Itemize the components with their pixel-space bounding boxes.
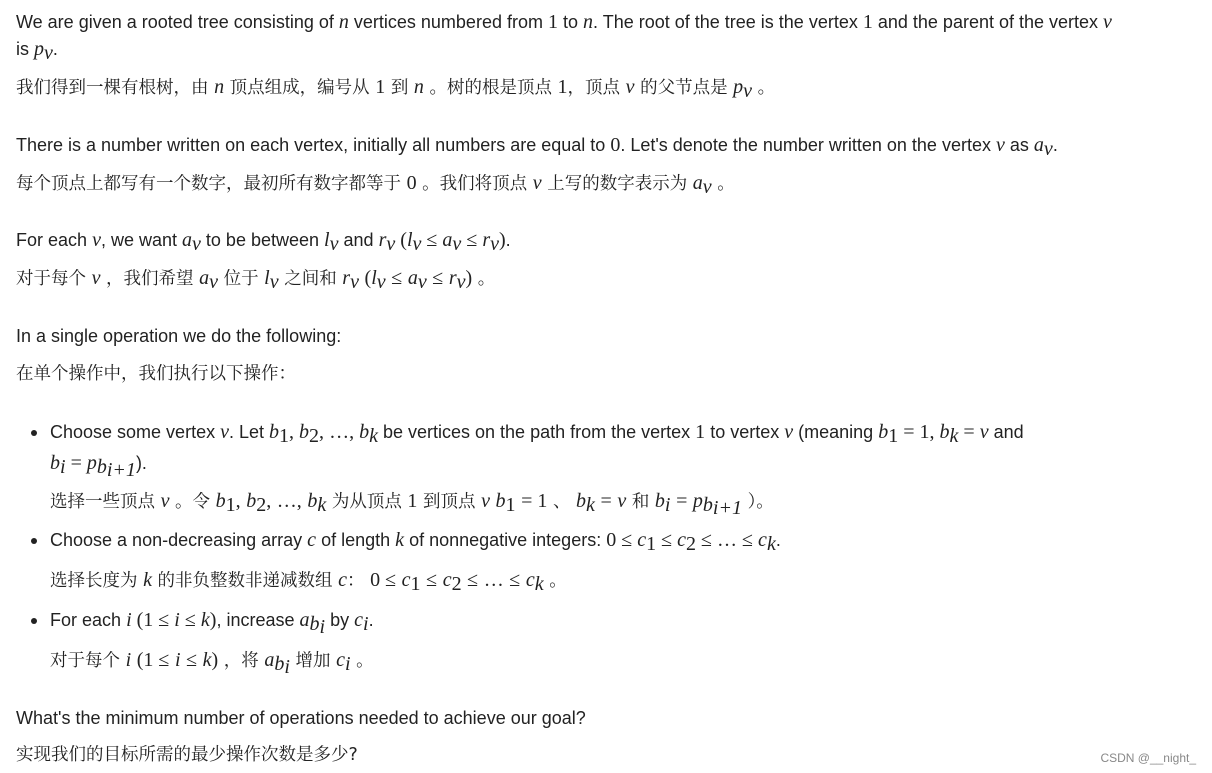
p3-en: For each v, we want $a_v$ to be between $l_v$ and $r_v$ $(l_v \le a_v \le r_v)$.	[16, 229, 511, 255]
p2-zh: 每个顶点上都写有一个数字，最初所有数字都等于 0 。我们将顶点 v 上写的数字表示为 $a_v$ 。	[16, 172, 735, 198]
p4-en: In a single operation we do the following:	[16, 326, 342, 346]
bullet1-en-line2: $b_i = p_{b_{i+1}}$).	[50, 452, 147, 481]
bullet-3	[31, 618, 37, 624]
bullet2-zh: 选择长度为 k 的非负整数非递减数组 c： $0 \le c_1 \le c_2$ ≤ … ≤ $c_k$ 。	[50, 569, 567, 595]
p1-en-cont: is $p_v$.	[16, 38, 58, 64]
bullet1-zh: 选择一些顶点 v 。令 $b_1$, $b_2$, …, $b_k$ 为从顶点 1 到顶点 v $b_1 = 1$ 、 $b_k = v$ 和 $b_i = p_{b_{i+1}}$ ）。	[50, 490, 774, 519]
p1-en: We are given a rooted tree consisting of n vertices numbered from 1 to n. The root of the tree is the vertex 1 and the parent of the vertex v	[16, 11, 1112, 33]
p1-zh: 我们得到一棵有根树，由 n 顶点组成，编号从 1 到 n 。树的根是顶点 1，顶点 v 的父节点是 $p_v$ 。	[16, 76, 776, 102]
bullet1-en-line1: Choose some vertex v. Let $b_1$, $b_2$, …, $b_k$ be vertices on the path from the vertex 1 to vertex v (meaning $b_1 = 1$, $b_k = v$ and	[50, 421, 1024, 447]
bullet2-en: Choose a non-decreasing array c of length k of nonnegative integers: $0 \le c_1 \le c_2$ ≤ … ≤ $c_k$.	[50, 529, 781, 555]
bullet3-zh: 对于每个 i (1 ≤ i ≤ k) ，将 $a_{b_i}$ 增加 $c_i$ 。	[50, 649, 374, 678]
bullet-2	[31, 538, 37, 544]
p2-en: There is a number written on each vertex, initially all numbers are equal to 0. Let's denote the number written on the vertex v as $a_v$.	[16, 134, 1058, 160]
watermark: CSDN @__night_	[1100, 751, 1196, 765]
bullet-1	[31, 430, 37, 436]
bullet3-en: For each i (1 ≤ i ≤ k), increase $a_{b_i}$ by $c_i$.	[50, 609, 374, 638]
p3-zh: 对于每个 v ，我们希望 $a_v$ 位于 $l_v$ 之间和 $r_v$ $(l_v \le a_v \le r_v)$ 。	[16, 267, 496, 293]
p5-en: What's the minimum number of operations needed to achieve our goal?	[16, 708, 586, 728]
p5-zh: 实现我们的目标所需的最少操作次数是多少?	[16, 745, 358, 765]
p4-zh: 在单个操作中，我们执行以下操作：	[16, 364, 296, 384]
